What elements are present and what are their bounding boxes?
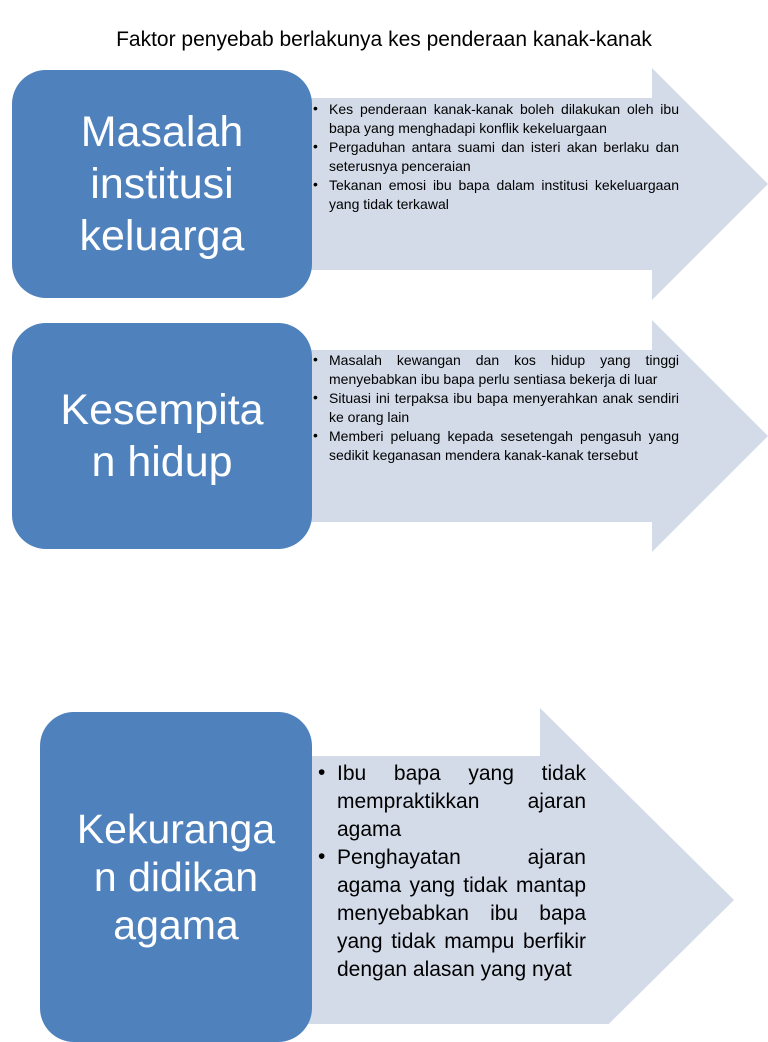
bullet-point: • Pergaduhan antara suami dan isteri akan berlaku dan seterusnya penceraian xyxy=(313,138,679,176)
factor-points-list xyxy=(318,760,586,984)
factor-box-kesempitan-hidup xyxy=(12,323,312,549)
factor-points-list xyxy=(313,351,679,465)
factor-heading-line: n didikan xyxy=(93,854,259,900)
factor-heading-line: Kekuranga xyxy=(76,806,276,852)
factor-heading-line: Masalah xyxy=(80,108,244,156)
bullet-point: • Tekanan emosi ibu bapa dalam institusi kekeluargaan yang tidak terkawal xyxy=(313,176,679,214)
page-title: Faktor penyebab berlakunya kes penderaan kanak-kanak xyxy=(116,28,652,51)
factor-box-kekurangan-didikan-agama xyxy=(40,712,312,1042)
bullet-point: • Penghayatan ajaran agama yang tidak mantap menyebabkan ibu bapa yang tidak mampu berfikir dengan alasan yang nyat xyxy=(318,844,586,984)
factor-box-masalah-institusi-keluarga xyxy=(12,70,312,298)
factor-heading-line: n hidup xyxy=(91,438,233,486)
factor-points-list xyxy=(313,100,679,214)
bullet-point: • Memberi peluang kepada sesetengah pengasuh yang sedikit keganasan mendera kanak-kanak tersebut xyxy=(313,427,679,465)
factor-heading-line: Kesempita xyxy=(60,386,264,434)
bullet-point: • Kes penderaan kanak-kanak boleh dilakukan oleh ibu bapa yang menghadapi konflik kekeluargaan xyxy=(313,100,679,138)
factor-heading-line: institusi xyxy=(90,160,234,208)
bullet-point: • Masalah kewangan dan kos hidup yang tinggi menyebabkan ibu bapa perlu sentiasa bekerja di luar xyxy=(313,351,679,389)
factor-heading-line: agama xyxy=(113,902,239,948)
factor-heading-line: keluarga xyxy=(79,212,245,260)
bullet-point: • Ibu bapa yang tidak mempraktikkan ajaran agama xyxy=(318,760,586,844)
bullet-point: • Situasi ini terpaksa ibu bapa menyerahkan anak sendiri ke orang lain xyxy=(313,389,679,427)
